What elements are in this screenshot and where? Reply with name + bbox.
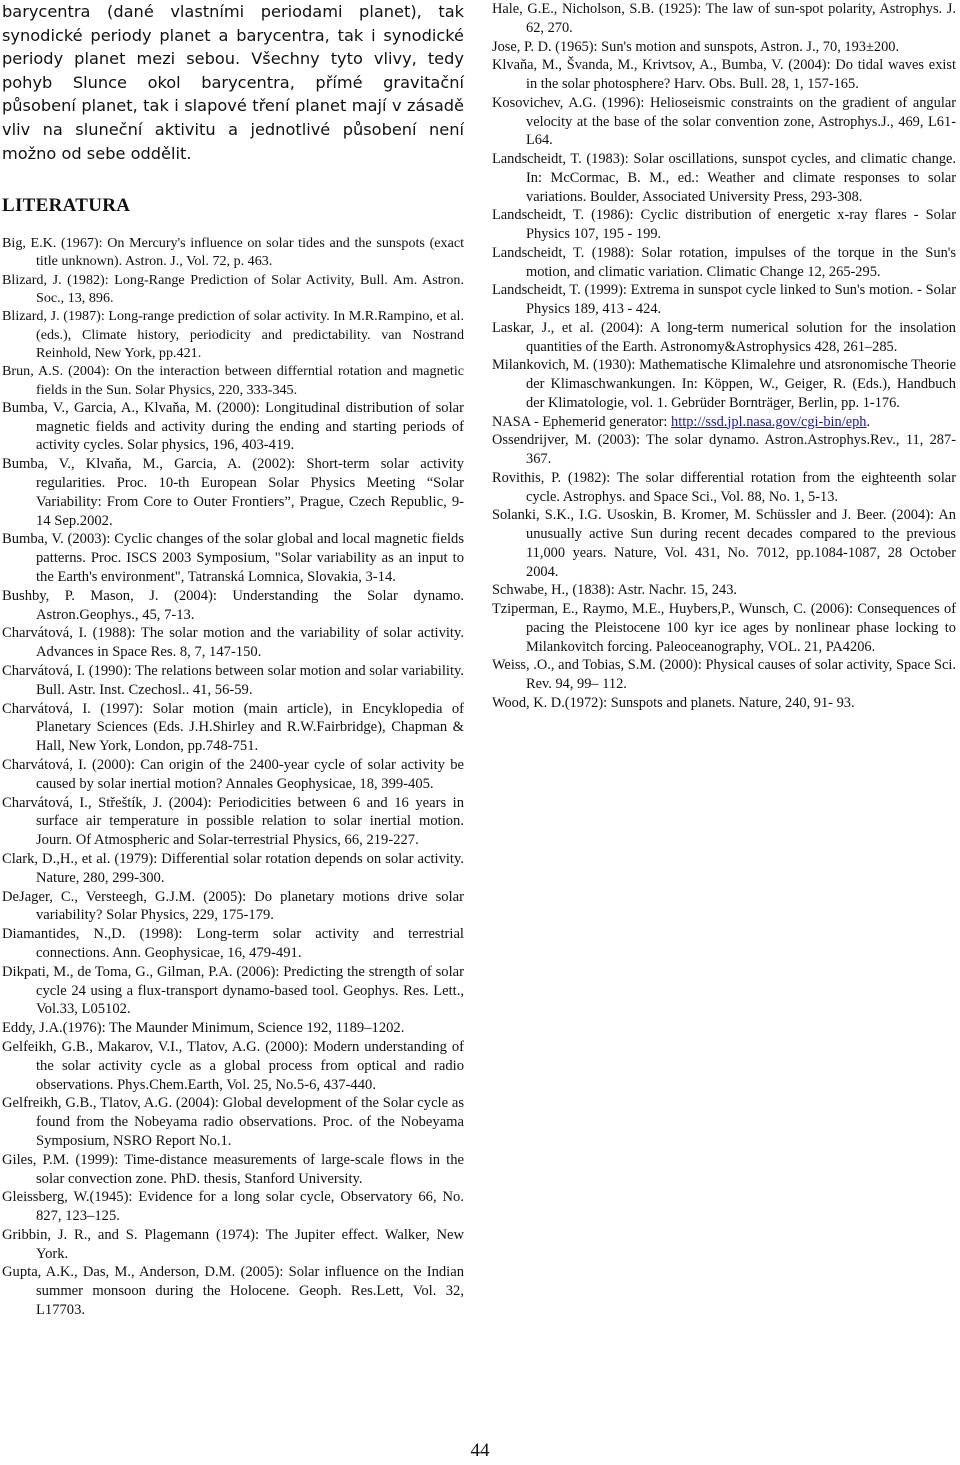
reference-item: Weiss, .O., and Tobias, S.M. (2000): Physical causes of solar activity, Space Sci. Rev. 94, 99– 112. bbox=[492, 657, 956, 692]
reference-item: Solanki, S.K., I.G. Usoskin, B. Kromer, M. Schüssler and J. Beer. (2004): An unusually active Sun during recent decades compared to the previous 11,000 years. Nature, Vol. 431, No. 7012, pp.1084-1087, 28 October 2004. bbox=[492, 507, 956, 580]
reference-item: Klvaňa, M., Švanda, M., Krivtsov, A., Bumba, V. (2004): Do tidal waves exist in the solar photosphere? Harv. Obs. Bull. 28, 1, 157-165. bbox=[492, 57, 956, 92]
reference-item: Ossendrijver, M. (2003): The solar dynamo. Astron.Astrophys.Rev., 11, 287-367. bbox=[492, 432, 956, 467]
intro-paragraph: barycentra (dané vlastními periodami planet), tak synodické periody planet a barycentra, tak i synodické periody planet mezi sebou. Všechny tyto vlivy, tedy pohyb Slunce okol barycentra, přímé gravitační působení planet, tak i slapové tření planet mají v zásadě vliv na sluneční aktivitu a jednotlivé působení není možno od sebe oddělit. bbox=[2, 2, 464, 163]
reference-item: Bumba, V., Klvaňa, M., Garcia, A. (2002): Short-term solar activity regularities. Proc. 10-th European Solar Physics Meeting “Solar Variability: From Core to Outer Frontiers”, Prague, Czech Republic, 9-14 Sep.2002. bbox=[2, 456, 464, 529]
reference-item: Bushby, P. Mason, J. (2004): Understanding the Solar dynamo. Astron.Geophys., 45, 7-13. bbox=[2, 587, 464, 623]
reference-item: Dikpati, M., de Toma, G., Gilman, P.A. (2006): Predicting the strength of solar cycle 24 using a flux-transport dynamo-based tool. Geophys. Res. Lett., Vol.33, L05102. bbox=[2, 963, 464, 1018]
reference-item: DeJager, C., Versteegh, G.J.M. (2005): Do planetary motions drive solar variability? Solar Physics, 229, 175-179. bbox=[2, 888, 464, 924]
reference-list-left-small bbox=[2, 234, 464, 399]
reference-item: Tziperman, E., Raymo, M.E., Huybers,P., Wunsch, C. (2006): Consequences of pacing the Pleistocene 100 kyr ice ages by nonlinear phase locking to Milankovitch forcing. Paleoceanography, VOL. 21, PA4206. bbox=[492, 601, 956, 655]
reference-list-right bbox=[492, 0, 956, 713]
reference-item: Laskar, J., et al. (2004): A long-term numerical solution for the insolation quantities of the Earth. Astronomy&Astrophysics 428, 261–285. bbox=[492, 319, 956, 355]
ephemerid-link[interactable]: http://ssd.jpl.nasa.gov/cgi-bin/eph bbox=[671, 413, 867, 430]
reference-item: Bumba, V. (2003): Cyclic changes of the solar global and local magnetic fields patterns. Proc. ISCS 2003 Symposium, "Solar variability as an input to the Earth's environment", Tatranská Lomnica, Slovakia, 3-14. bbox=[2, 531, 464, 585]
reference-item: Gribbin, J. R., and S. Plagemann (1974): The Jupiter effect. Walker, New York. bbox=[2, 1226, 464, 1262]
reference-item: Charvátová, I. (2000): Can origin of the 2400-year cycle of solar activity be caused by solar inertial motion? Annales Geophysicae, 18, 399-405. bbox=[2, 756, 464, 792]
reference-item: Landscheidt, T. (1988): Solar rotation, impulses of the torque in the Sun's motion, and climatic variation. Climatic Change 12, 265-295. bbox=[492, 244, 956, 280]
page-number: 44 bbox=[470, 1440, 490, 1461]
reference-item: Gupta, A.K., Das, M., Anderson, D.M. (2005): Solar influence on the Indian summer monsoon during the Holocene. Geoph. Res.Lett, Vol. 32, L17703. bbox=[2, 1264, 464, 1319]
reference-item: Landscheidt, T. (1983): Solar oscillations, sunspot cycles, and climatic change. In: McCormac, B. M., ed.: Weather and climate responses to solar variations. Boulder, Associated University Press, 293-308. bbox=[492, 151, 956, 205]
reference-item: Brun, A.S. (2004): On the interaction between differntial rotation and magnetic fields in the Sun. Solar Physics, 220, 333-345. bbox=[2, 363, 464, 398]
reference-item: Gelfreikh, G.B., Tlatov, A.G. (2004): Global development of the Solar cycle as found from the Nobeyama radio observations. Proc. of the Nobeyama Symposium, NSRO Report No.1. bbox=[2, 1095, 464, 1149]
reference-item: Charvátová, I. (1990): The relations between solar motion and solar variability. Bull. Astr. Inst. Czechosl.. 41, 56-59. bbox=[2, 662, 465, 698]
reference-item: Milankovich, M. (1930): Mathematische Klimalehre und atsronomische Theorie der Klimaschwankungen. In: Köppen, W., Geiger, R. (Eds.), Handbuch der Klimatologie, vol. 1. Gebrüder Bornträger, Berlin, pp. 1-176. bbox=[492, 357, 956, 411]
nasa-ref-suffix: . bbox=[866, 413, 871, 430]
nasa-ref-prefix: NASA - Ephemerid generator: bbox=[492, 413, 672, 430]
reference-item: Jose, P. D. (1965): Sun's motion and sunspots, Astron. J., 70, 193±200. bbox=[492, 38, 900, 55]
reference-item: Big, E.K. (1967): On Mercury's influence on solar tides and the sunspots (exact title unknown). Astron. J., Vol. 72, p. 463. bbox=[2, 235, 464, 270]
reference-item: Charvátová, I. (1988): The solar motion and the variability of solar activity. Advances in Space Res. 8, 7, 147-150. bbox=[2, 625, 464, 661]
reference-item: Hale, G.E., Nicholson, S.B. (1925): The law of sun-spot polarity, Astrophys. J. 62, 270. bbox=[492, 1, 956, 36]
reference-item: Clark, D.,H., et al. (1979): Differential solar rotation depends on solar activity. Nature, 280, 299-300. bbox=[2, 850, 464, 886]
left-column bbox=[2, 0, 464, 1320]
reference-item: Rovithis, P. (1982): The solar differential rotation from the eighteenth solar cycle. Astrophys. and Space Sci., Vol. 88, No. 1, 5-13. bbox=[492, 469, 956, 505]
reference-item: Diamantides, N.,D. (1998): Long-term solar activity and terrestrial connections. Ann. Geophysicae, 16, 479-491. bbox=[2, 926, 464, 961]
reference-item: Giles, P.M. (1999): Time-distance measurements of large-scale flows in the solar convection zone. PhD. thesis, Stanford University. bbox=[2, 1151, 464, 1187]
reference-item: Gelfeikh, G.B., Makarov, V.I., Tlatov, A.G. (2000): Modern understanding of the solar activity cycle as a global process from optical and radio observations. Phys.Chem.Earth, Vol. 25, No.5-6, 437-440. bbox=[2, 1038, 464, 1093]
reference-list-left bbox=[2, 399, 464, 1320]
reference-item: Bumba, V., Garcia, A., Klvaňa, M. (2000): Longitudinal distribution of solar magnetic fields and activity during the ending and starting periods of activity cycles. Solar physics, 196, 403-419. bbox=[2, 399, 464, 454]
reference-item: Kosovichev, A.G. (1996): Helioseismic constraints on the gradient of angular velocity at the base of the solar convention zone, Astrophys.J., 469, L61-L64. bbox=[492, 94, 956, 149]
reference-item-nasa bbox=[492, 413, 956, 432]
reference-item: Blizard, J. (1987): Long-range prediction of solar activity. In M.R.Rampino, et al. (eds.), Climate history, periodicity and predictability. van Nostrand Reinhold, New York, pp.421. bbox=[2, 308, 464, 361]
reference-item: Charvátová, I., Střeštík, J. (2004): Periodicities between 6 and 16 years in surface air temperature in possible relation to solar inertial motion. Journ. Of Atmospheric and Solar-terrestrial Physics, 66, 219-227. bbox=[2, 794, 464, 849]
reference-item: Charvátová, I. (1997): Solar motion (main article), in Encyklopedia of Planetary Sciences (Eds. J.H.Shirley and R.W.Fairbridge), Chapman & Hall, New York, London, pp.748-751. bbox=[2, 700, 464, 755]
reference-item: Blizard, J. (1982): Long-Range Prediction of Solar Activity, Bull. Am. Astron. Soc., 13, 896. bbox=[2, 271, 464, 307]
reference-item: Gleissberg, W.(1945): Evidence for a long solar cycle, Observatory 66, No. 827, 123–125. bbox=[2, 1189, 464, 1225]
reference-item: Landscheidt, T. (1986): Cyclic distribution of energetic x-ray flares - Solar Physics 107, 195 - 199. bbox=[492, 207, 956, 242]
right-column bbox=[492, 0, 956, 713]
reference-item: Landscheidt, T. (1999): Extrema in sunspot cycle linked to Sun's motion. - Solar Physics 189, 413 - 424. bbox=[492, 282, 956, 317]
reference-item: Schwabe, H., (1838): Astr. Nachr. 15, 243. bbox=[492, 582, 738, 599]
reference-item: Wood, K. D.(1972): Sunspots and planets. Nature, 240, 91- 93. bbox=[492, 694, 855, 711]
section-heading: LITERATURA bbox=[2, 195, 131, 217]
reference-item: Eddy, J.A.(1976): The Maunder Minimum, Science 192, 1189–1202. bbox=[2, 1020, 405, 1037]
